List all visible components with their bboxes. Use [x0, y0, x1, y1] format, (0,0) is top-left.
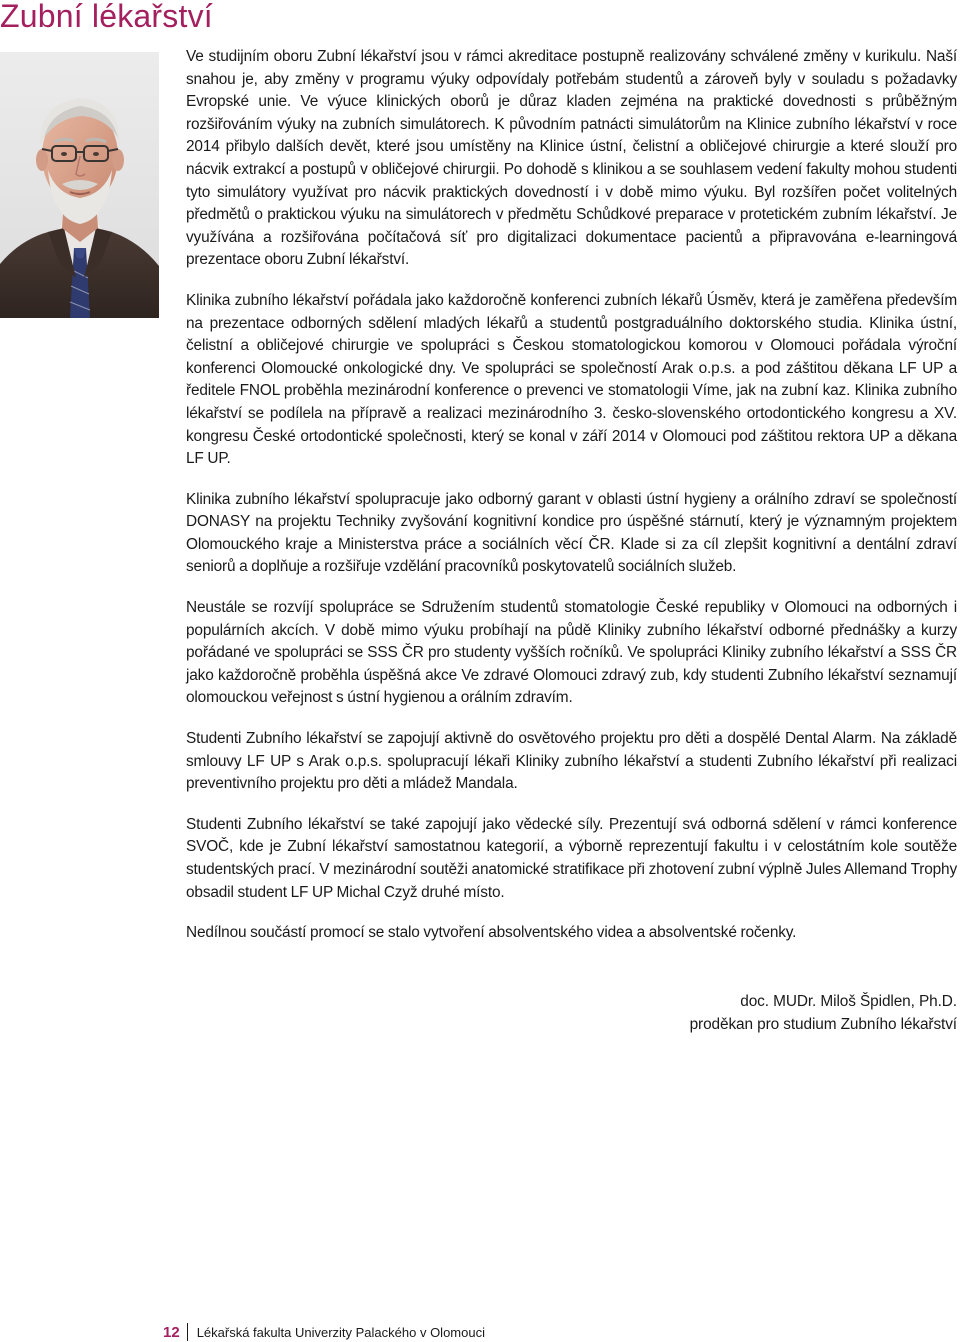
page-title: Zubní lékařství [0, 0, 213, 34]
paragraph-dental-alarm: Studenti Zubního lékařství se zapojují aktivně do osvětového projektu pro děti a dospělé Dental Alarm. Na základě smlouvy LF UP s Arak o.p.s. spolupracují lékaři Kliniky zubního lékařství a studenti Zubního lékařství při realizaci preventivního projektu pro děti a mládež Mandala. [186, 730, 957, 793]
portrait-photo [0, 52, 159, 318]
footer-publisher: Lékařská fakulta Univerzity Palackého v Olomouci [196, 1324, 485, 1340]
paragraph-student-association: Neustále se rozvíjí spolupráce se Sdružením studentů stomatologie České republiky v Olomouci na odborných i populárních akcích. V době mimo výuku probíhají na půdě Kliniky zubního lékařství odborné přednášky a kurzy pořádané ve spolupráci se SSS ČR pro studenty vyšších ročníků. Ve spolupráci Kliniky zubního lékařství a SSS ČR jako každoročně proběhla úspěšná akce Ve zdravé Olomouci zdravý zub, kdy studenti Zubního lékařství seznamují olomouckou veřejnost s ústní hygienou a orálním zdravím. [186, 599, 957, 707]
paragraph-curriculum: Ve studijním oboru Zubní lékařství jsou v rámci akreditace postupně realizovány schválené změny v kurikulu. Naší snahou je, aby změny v programu výuky odpovídaly potřebám studentů a zároveň byly v souladu s požadavky Evropské unie. Ve výuce klinických oborů je důraz kladen zejména na praktické dovednosti s průběžným rozšiřováním výuky na zubních simulátorech. K původním patnácti simulátorům na Klinice zubního lékařství v roce 2014 přibylo dalších devět, které jsou umístěny na Klinice ústní, čelistní a obličejové chirurgie a které slouží pro nácvik extrakcí a postupů v obličejové chirurgii. Po dohodě s klinikou a se souhlasem vedení fakulty mohou studenti tyto simulátory využívat pro nácvik praktických dovedností i v době mimo výuku. Byl rozšířen počet volitelných předmětů o praktickou výuku na simulátorech v předmětu Schůdkové preparace v protetickém zubním lékařství. Je využívána a rozšiřována počítačová síť pro digitalizaci dokumentace pacientů a připravována e-learningová prezentace oboru Zubní lékařství. [186, 48, 957, 269]
article-body [186, 46, 957, 963]
signature-role: proděkan pro studium Zubního lékařství [689, 1015, 957, 1033]
footer-divider [187, 1323, 188, 1341]
portrait-photo-icon [0, 52, 159, 318]
page-footer [163, 1322, 485, 1342]
page-number: 12 [163, 1323, 180, 1341]
paragraph-conferences: Klinika zubního lékařství pořádala jako každoročně konferenci zubních lékařů Úsměv, která je zaměřena především na prezentace odborných sdělení mladých lékařů a studentů postgraduálního doktorského studia. Klinika ústní, čelistní a obličejové chirurgie ve spolupráci s Českou stomatologickou komorou v Olomouci pořádala výroční konferenci Olomoucké onkologické dny. Ve spolupráci se společností Arak o.p.s. a pod záštitou děkana LF UP a ředitele FNOL proběhla mezinárodní konference o prevenci ve stomatologii Víme, jak na zubní kaz. Klinika zubního lékařství se podílela na přípravě a realizaci mezinárodního 3. česko-slovenského ortodontického kongresu a XV. kongresu České ortodontické společnosti, který se konal v září 2014 v Olomouci pod záštitou rektora UP a děkana LF UP. [186, 291, 957, 468]
paragraph-graduation: Nedílnou součástí promocí se stalo vytvoření absolventského videa a absolventské ročenky. [186, 924, 797, 942]
signature-block [690, 991, 957, 1036]
paragraph-donasy-project: Klinika zubního lékařství spolupracuje jako odborný garant v oblasti ústní hygieny a orálního zdraví se společností DONASY na projektu Techniky zvyšování kognitivní kondice pro úspěšné stárnutí, který je významným projektem Olomouckého kraje a Ministerstva práce a sociálních věcí ČR. Klade si za cíl zlepšit kognitivní a dentální zdraví seniorů a doplňuje a rozšiřuje vzdělání pracovníků poskytovatelů sociálních služeb. [186, 490, 957, 576]
paragraph-science: Studenti Zubního lékařství se také zapojují jako vědecké síly. Prezentují svá odborná sdělení v rámci konference SVOČ, kde je Zubní lékařství samostatnou kategorií, a výborně reprezentují fakultu i v celostátním kole soutěže studentských prací. V mezinárodní soutěži anatomické stratifikace při zhotovení zubní výplně Jules Allemand Trophy obsadil student LF UP Michal Czyž druhé místo. [186, 815, 957, 901]
signature-name: doc. MUDr. Miloš Špidlen, Ph.D. [740, 993, 957, 1010]
